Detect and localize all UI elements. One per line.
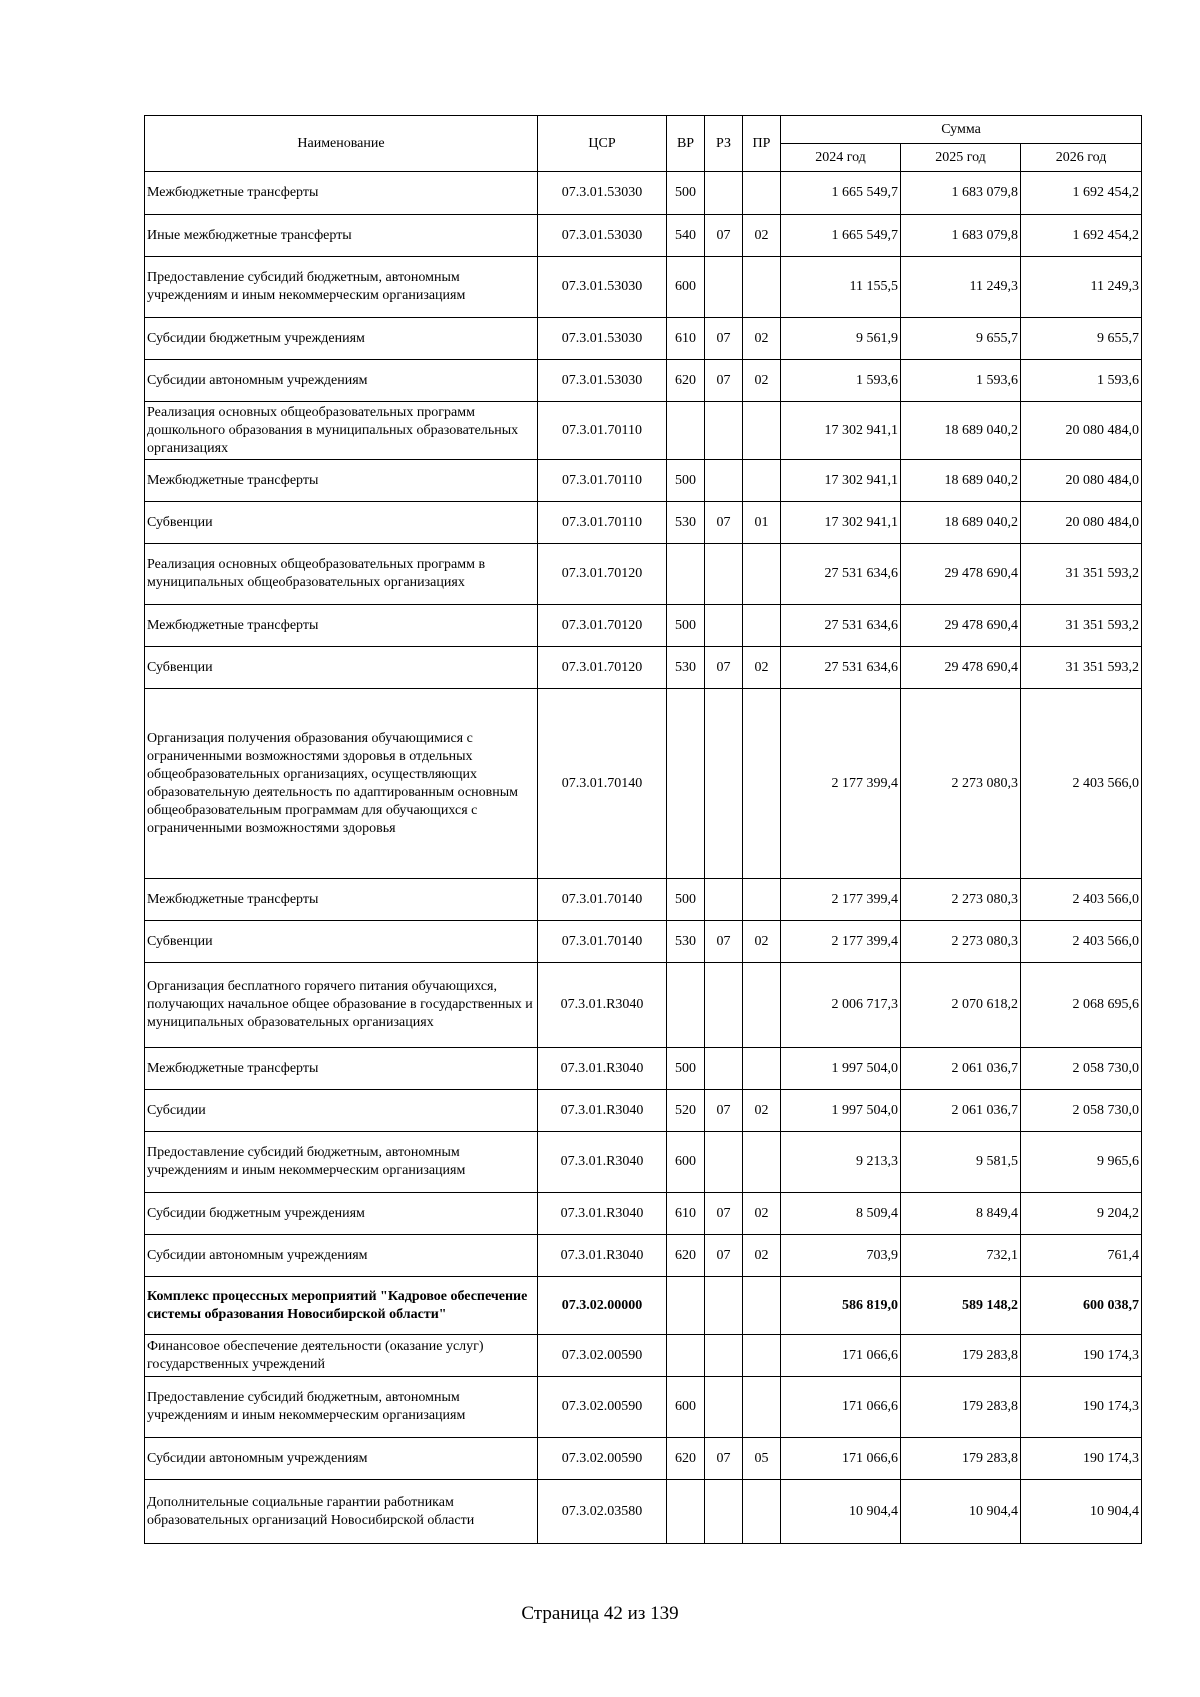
cell-pr: 02: [743, 647, 781, 689]
cell-sum-2024: 1 665 549,7: [781, 215, 901, 257]
page-number: Страница 42 из 139: [521, 1603, 679, 1624]
cell-sum-2025: 18 689 040,2: [901, 460, 1021, 502]
cell-sum-2024: 27 531 634,6: [781, 605, 901, 647]
cell-name: Организация бесплатного горячего питания обучающихся, получающих начальное общее образование в государственных и муниципальных образовательных организациях: [145, 963, 538, 1048]
table-row: [145, 689, 1142, 879]
cell-name: Межбюджетные трансферты: [145, 460, 538, 502]
cell-vr: 620: [667, 1438, 705, 1480]
cell-sum-2024: 8 509,4: [781, 1193, 901, 1235]
cell-sum-2025: 732,1: [901, 1235, 1021, 1277]
cell-csr: 07.3.01.R3040: [538, 963, 667, 1048]
table-row: [145, 647, 1142, 689]
cell-name: Финансовое обеспечение деятельности (оказание услуг) государственных учреждений: [145, 1335, 538, 1377]
budget-table: [144, 115, 1142, 1544]
cell-sum-2024: 171 066,6: [781, 1335, 901, 1377]
cell-csr: 07.3.01.70140: [538, 689, 667, 879]
cell-csr: 07.3.01.R3040: [538, 1132, 667, 1193]
cell-rz: 07: [705, 215, 743, 257]
cell-vr: 620: [667, 1235, 705, 1277]
cell-rz: 07: [705, 1438, 743, 1480]
cell-pr: [743, 689, 781, 879]
cell-csr: 07.3.02.00590: [538, 1335, 667, 1377]
cell-sum-2026: 31 351 593,2: [1021, 647, 1142, 689]
cell-sum-2026: 31 351 593,2: [1021, 605, 1142, 647]
cell-pr: [743, 1132, 781, 1193]
cell-pr: 01: [743, 502, 781, 544]
cell-sum-2026: 1 593,6: [1021, 360, 1142, 402]
cell-sum-2026: 190 174,3: [1021, 1335, 1142, 1377]
cell-pr: [743, 460, 781, 502]
header-pr: ПР: [743, 116, 781, 172]
cell-sum-2025: 179 283,8: [901, 1377, 1021, 1438]
cell-name: Предоставление субсидий бюджетным, автономным учреждениям и иным некоммерческим организациям: [145, 1377, 538, 1438]
cell-rz: [705, 402, 743, 460]
cell-sum-2024: 17 302 941,1: [781, 402, 901, 460]
cell-rz: [705, 1048, 743, 1090]
cell-pr: [743, 172, 781, 215]
cell-sum-2026: 2 058 730,0: [1021, 1048, 1142, 1090]
cell-rz: [705, 1480, 743, 1544]
table-row: [145, 1235, 1142, 1277]
cell-pr: [743, 257, 781, 318]
header-vr: ВР: [667, 116, 705, 172]
cell-sum-2026: 10 904,4: [1021, 1480, 1142, 1544]
cell-vr: 520: [667, 1090, 705, 1132]
cell-rz: [705, 689, 743, 879]
cell-vr: 540: [667, 215, 705, 257]
cell-name: Субвенции: [145, 921, 538, 963]
cell-rz: [705, 172, 743, 215]
cell-pr: 02: [743, 1235, 781, 1277]
table-row: [145, 879, 1142, 921]
cell-sum-2026: 2 058 730,0: [1021, 1090, 1142, 1132]
cell-sum-2026: 1 692 454,2: [1021, 172, 1142, 215]
cell-csr: 07.3.01.R3040: [538, 1048, 667, 1090]
cell-csr: 07.3.01.70140: [538, 879, 667, 921]
cell-sum-2024: 9 561,9: [781, 318, 901, 360]
table-row: [145, 1277, 1142, 1335]
table-row: [145, 402, 1142, 460]
cell-sum-2024: 1 997 504,0: [781, 1048, 901, 1090]
cell-sum-2024: 1 997 504,0: [781, 1090, 901, 1132]
cell-name: Межбюджетные трансферты: [145, 1048, 538, 1090]
cell-sum-2026: 20 080 484,0: [1021, 502, 1142, 544]
cell-sum-2024: 17 302 941,1: [781, 460, 901, 502]
cell-csr: 07.3.01.53030: [538, 257, 667, 318]
cell-rz: 07: [705, 1235, 743, 1277]
cell-sum-2025: 8 849,4: [901, 1193, 1021, 1235]
cell-sum-2026: 9 204,2: [1021, 1193, 1142, 1235]
table-row: [145, 544, 1142, 605]
cell-vr: 500: [667, 879, 705, 921]
cell-name: Предоставление субсидий бюджетным, автономным учреждениям и иным некоммерческим организациям: [145, 257, 538, 318]
cell-sum-2025: 29 478 690,4: [901, 647, 1021, 689]
cell-vr: 530: [667, 502, 705, 544]
cell-vr: [667, 544, 705, 605]
cell-name: Субсидии бюджетным учреждениям: [145, 318, 538, 360]
cell-csr: 07.3.01.70110: [538, 402, 667, 460]
table-row: [145, 172, 1142, 215]
cell-sum-2026: 2 068 695,6: [1021, 963, 1142, 1048]
table-row: [145, 921, 1142, 963]
cell-sum-2024: 11 155,5: [781, 257, 901, 318]
cell-pr: [743, 879, 781, 921]
cell-sum-2026: 1 692 454,2: [1021, 215, 1142, 257]
cell-sum-2025: 1 683 079,8: [901, 172, 1021, 215]
cell-csr: 07.3.02.00000: [538, 1277, 667, 1335]
cell-name: Субсидии автономным учреждениям: [145, 360, 538, 402]
cell-sum-2026: 2 403 566,0: [1021, 921, 1142, 963]
cell-sum-2026: 9 965,6: [1021, 1132, 1142, 1193]
cell-name: Иные межбюджетные трансферты: [145, 215, 538, 257]
cell-sum-2025: 179 283,8: [901, 1438, 1021, 1480]
cell-name: Субсидии автономным учреждениям: [145, 1235, 538, 1277]
cell-vr: [667, 402, 705, 460]
cell-sum-2024: 171 066,6: [781, 1377, 901, 1438]
cell-sum-2025: 9 581,5: [901, 1132, 1021, 1193]
cell-sum-2024: 27 531 634,6: [781, 544, 901, 605]
cell-sum-2025: 1 593,6: [901, 360, 1021, 402]
cell-pr: [743, 402, 781, 460]
cell-name: Реализация основных общеобразовательных программ дошкольного образования в муниципальных образовательных организациях: [145, 402, 538, 460]
cell-sum-2025: 2 070 618,2: [901, 963, 1021, 1048]
cell-rz: [705, 963, 743, 1048]
cell-sum-2024: 2 006 717,3: [781, 963, 901, 1048]
cell-vr: 620: [667, 360, 705, 402]
cell-sum-2026: 31 351 593,2: [1021, 544, 1142, 605]
cell-csr: 07.3.02.00590: [538, 1377, 667, 1438]
cell-sum-2025: 9 655,7: [901, 318, 1021, 360]
cell-csr: 07.3.01.70140: [538, 921, 667, 963]
cell-vr: 610: [667, 318, 705, 360]
cell-sum-2024: 2 177 399,4: [781, 921, 901, 963]
cell-csr: 07.3.01.70120: [538, 544, 667, 605]
cell-sum-2025: 1 683 079,8: [901, 215, 1021, 257]
cell-csr: 07.3.01.70120: [538, 605, 667, 647]
cell-csr: 07.3.01.53030: [538, 215, 667, 257]
table-row: [145, 1335, 1142, 1377]
cell-csr: 07.3.01.70110: [538, 460, 667, 502]
cell-pr: [743, 1048, 781, 1090]
cell-csr: 07.3.01.53030: [538, 318, 667, 360]
cell-sum-2024: 2 177 399,4: [781, 879, 901, 921]
cell-sum-2026: 190 174,3: [1021, 1377, 1142, 1438]
cell-pr: 05: [743, 1438, 781, 1480]
cell-vr: 530: [667, 647, 705, 689]
cell-csr: 07.3.02.00590: [538, 1438, 667, 1480]
cell-sum-2025: 2 061 036,7: [901, 1048, 1021, 1090]
cell-sum-2024: 171 066,6: [781, 1438, 901, 1480]
cell-sum-2024: 1 665 549,7: [781, 172, 901, 215]
cell-rz: [705, 1377, 743, 1438]
cell-pr: [743, 963, 781, 1048]
cell-pr: [743, 605, 781, 647]
cell-pr: [743, 544, 781, 605]
cell-rz: [705, 605, 743, 647]
cell-vr: 600: [667, 1377, 705, 1438]
table-row: [145, 1193, 1142, 1235]
cell-vr: [667, 1335, 705, 1377]
cell-csr: 07.3.01.70120: [538, 647, 667, 689]
table-row: [145, 215, 1142, 257]
cell-pr: [743, 1277, 781, 1335]
cell-name: Межбюджетные трансферты: [145, 879, 538, 921]
cell-vr: 500: [667, 605, 705, 647]
cell-pr: 02: [743, 318, 781, 360]
table-row: [145, 318, 1142, 360]
cell-sum-2026: 20 080 484,0: [1021, 402, 1142, 460]
table-row: [145, 1377, 1142, 1438]
cell-rz: [705, 1277, 743, 1335]
cell-sum-2026: 2 403 566,0: [1021, 689, 1142, 879]
cell-pr: 02: [743, 215, 781, 257]
cell-sum-2026: 2 403 566,0: [1021, 879, 1142, 921]
cell-csr: 07.3.01.R3040: [538, 1193, 667, 1235]
cell-vr: [667, 963, 705, 1048]
cell-sum-2026: 20 080 484,0: [1021, 460, 1142, 502]
header-year-2025: 2025 год: [901, 144, 1021, 172]
cell-sum-2025: 18 689 040,2: [901, 402, 1021, 460]
cell-name: Организация получения образования обучающимися с ограниченными возможностями здоровья в отдельных общеобразовательных организациях, осуществляющих образовательную деятельность по адаптированным основным общеобразовательным программам для обучающихся с ограниченными возможностями здоровья: [145, 689, 538, 879]
cell-rz: 07: [705, 1193, 743, 1235]
cell-vr: 500: [667, 460, 705, 502]
cell-pr: [743, 1377, 781, 1438]
cell-sum-2026: 11 249,3: [1021, 257, 1142, 318]
table-row: [145, 1090, 1142, 1132]
header-rz: РЗ: [705, 116, 743, 172]
cell-pr: 02: [743, 1193, 781, 1235]
table-row: [145, 460, 1142, 502]
cell-vr: [667, 689, 705, 879]
cell-sum-2024: 17 302 941,1: [781, 502, 901, 544]
cell-pr: 02: [743, 360, 781, 402]
cell-name: Субвенции: [145, 647, 538, 689]
table-row: [145, 1438, 1142, 1480]
table-header: [145, 116, 1142, 172]
cell-name: Предоставление субсидий бюджетным, автономным учреждениям и иным некоммерческим организациям: [145, 1132, 538, 1193]
cell-sum-2024: 703,9: [781, 1235, 901, 1277]
cell-rz: 07: [705, 921, 743, 963]
cell-name: Субсидии: [145, 1090, 538, 1132]
cell-sum-2025: 18 689 040,2: [901, 502, 1021, 544]
cell-vr: [667, 1480, 705, 1544]
table-row: [145, 360, 1142, 402]
cell-rz: 07: [705, 360, 743, 402]
cell-vr: [667, 1277, 705, 1335]
cell-name: Субсидии бюджетным учреждениям: [145, 1193, 538, 1235]
cell-vr: 600: [667, 257, 705, 318]
cell-pr: [743, 1335, 781, 1377]
table-row: [145, 605, 1142, 647]
cell-name: Реализация основных общеобразовательных программ в муниципальных общеобразовательных организациях: [145, 544, 538, 605]
cell-rz: 07: [705, 318, 743, 360]
cell-sum-2025: 2 273 080,3: [901, 879, 1021, 921]
cell-csr: 07.3.01.70110: [538, 502, 667, 544]
cell-vr: 610: [667, 1193, 705, 1235]
cell-sum-2024: 27 531 634,6: [781, 647, 901, 689]
cell-pr: 02: [743, 921, 781, 963]
cell-sum-2026: 600 038,7: [1021, 1277, 1142, 1335]
cell-sum-2025: 589 148,2: [901, 1277, 1021, 1335]
cell-rz: [705, 1335, 743, 1377]
cell-sum-2025: 179 283,8: [901, 1335, 1021, 1377]
cell-sum-2025: 10 904,4: [901, 1480, 1021, 1544]
table-row: [145, 1132, 1142, 1193]
cell-sum-2025: 2 273 080,3: [901, 921, 1021, 963]
header-year-2026: 2026 год: [1021, 144, 1142, 172]
table-row: [145, 257, 1142, 318]
cell-sum-2024: 10 904,4: [781, 1480, 901, 1544]
cell-name: Субсидии автономным учреждениям: [145, 1438, 538, 1480]
table-row: [145, 1048, 1142, 1090]
cell-sum-2024: 2 177 399,4: [781, 689, 901, 879]
cell-csr: 07.3.01.53030: [538, 172, 667, 215]
cell-rz: [705, 1132, 743, 1193]
cell-sum-2026: 190 174,3: [1021, 1438, 1142, 1480]
cell-sum-2025: 29 478 690,4: [901, 544, 1021, 605]
header-year-2024: 2024 год: [781, 144, 901, 172]
header-csr: ЦСР: [538, 116, 667, 172]
cell-sum-2024: 586 819,0: [781, 1277, 901, 1335]
cell-rz: [705, 257, 743, 318]
cell-rz: [705, 879, 743, 921]
budget-table-sheet: [144, 115, 1141, 1544]
table-row: [145, 502, 1142, 544]
cell-csr: 07.3.01.53030: [538, 360, 667, 402]
cell-sum-2025: 11 249,3: [901, 257, 1021, 318]
cell-csr: 07.3.01.R3040: [538, 1235, 667, 1277]
cell-sum-2024: 9 213,3: [781, 1132, 901, 1193]
cell-pr: 02: [743, 1090, 781, 1132]
cell-pr: [743, 1480, 781, 1544]
cell-name: Комплекс процессных мероприятий "Кадровое обеспечение системы образования Новосибирской области": [145, 1277, 538, 1335]
cell-name: Межбюджетные трансферты: [145, 605, 538, 647]
cell-name: Дополнительные социальные гарантии работникам образовательных организаций Новосибирской области: [145, 1480, 538, 1544]
cell-sum-2025: 29 478 690,4: [901, 605, 1021, 647]
cell-sum-2025: 2 273 080,3: [901, 689, 1021, 879]
cell-rz: [705, 460, 743, 502]
header-sum: Сумма: [781, 116, 1142, 144]
cell-rz: 07: [705, 647, 743, 689]
cell-rz: 07: [705, 1090, 743, 1132]
cell-name: Субвенции: [145, 502, 538, 544]
cell-sum-2026: 761,4: [1021, 1235, 1142, 1277]
header-name: Наименование: [145, 116, 538, 172]
cell-rz: 07: [705, 502, 743, 544]
table-body: [145, 172, 1142, 1544]
cell-vr: 500: [667, 1048, 705, 1090]
cell-csr: 07.3.01.R3040: [538, 1090, 667, 1132]
cell-vr: 530: [667, 921, 705, 963]
cell-name: Межбюджетные трансферты: [145, 172, 538, 215]
cell-csr: 07.3.02.03580: [538, 1480, 667, 1544]
cell-vr: 500: [667, 172, 705, 215]
cell-sum-2026: 9 655,7: [1021, 318, 1142, 360]
cell-rz: [705, 544, 743, 605]
cell-vr: 600: [667, 1132, 705, 1193]
cell-sum-2024: 1 593,6: [781, 360, 901, 402]
table-row: [145, 1480, 1142, 1544]
cell-sum-2025: 2 061 036,7: [901, 1090, 1021, 1132]
table-row: [145, 963, 1142, 1048]
